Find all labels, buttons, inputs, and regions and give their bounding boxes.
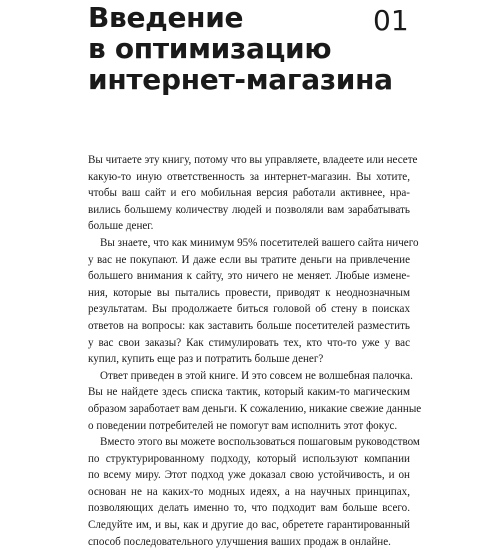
text-line: по всему миру. Этот подход уже доказал свою устойчивость, и он xyxy=(88,469,410,482)
text-line: ответов на вопросы: как заставить больше посетителей разместить xyxy=(88,319,410,332)
paragraph xyxy=(88,235,419,368)
text-line: Вы не найдете здесь списка тактик, который каким-то магическим xyxy=(88,386,410,399)
paragraph xyxy=(88,368,422,434)
text-line: результатам. Вы продолжаете биться головой об стену в поисках xyxy=(88,303,410,316)
text-line: Ответ приведен в этой книге. И это совсем не волшебная палочка. xyxy=(100,369,413,382)
text-line: какую-то иную ответственность за интернет-магазин. Вы хотите, xyxy=(88,170,410,183)
chapter-number: 01 xyxy=(373,4,409,37)
text-line: у вас не покупают. И даже если вы тратите деньги на привлечение xyxy=(88,253,410,266)
text-line: образом заработает вам деньги. К сожалению, никакие свежие данные xyxy=(88,402,422,415)
text-line: большего внимания к сайту, это ничего не меняет. Любые измене- xyxy=(88,270,410,283)
text-line: больше денег. xyxy=(88,220,154,233)
chapter-title-line: интернет-магазина xyxy=(88,63,393,96)
text-line: позволяющих делать именно то, что подходит вам больше всего. xyxy=(88,502,410,515)
text-line: чтобы ваш сайт и его мобильная версия работали активнее, нра- xyxy=(88,187,410,200)
chapter-title-line: Введение xyxy=(88,1,244,34)
text-line: о поведении потребителей не помогут вам исполнить этот фокус. xyxy=(88,419,398,432)
text-line: способ последовательного улучшения ваших продаж в онлайне. xyxy=(88,535,391,548)
body-text xyxy=(88,152,422,550)
text-line: купил, купить еще раз и потратить больше денег? xyxy=(88,353,324,366)
text-line: Вы читаете эту книгу, потому что вы управляете, владеете или несете xyxy=(88,154,418,166)
text-line: Вы знаете, что как минимум 95% посетителей вашего сайта ничего xyxy=(100,236,419,249)
text-line: по структурированному подходу, который используют компании xyxy=(88,452,410,465)
text-line: у вас свои заказы? Как стимулировать тех, кто что-то уже у вас xyxy=(88,336,410,349)
chapter-title-line: в оптимизацию xyxy=(88,32,332,65)
text-line: Вместо этого вы можете воспользоваться пошаговым руководством xyxy=(100,436,420,449)
text-line: Следуйте им, и вы, как и другие до вас, обретете гарантированный xyxy=(88,519,410,532)
text-line: вились большему количеству людей и позволяли вам зарабатывать xyxy=(88,203,410,216)
text-line: ния, которые вы пытались провести, приводят к неоднозначным xyxy=(88,286,410,299)
paragraph xyxy=(88,434,420,550)
text-line: основан не на каких-то модных идеях, а на научных принципах, xyxy=(88,485,410,498)
paragraph xyxy=(88,152,418,235)
